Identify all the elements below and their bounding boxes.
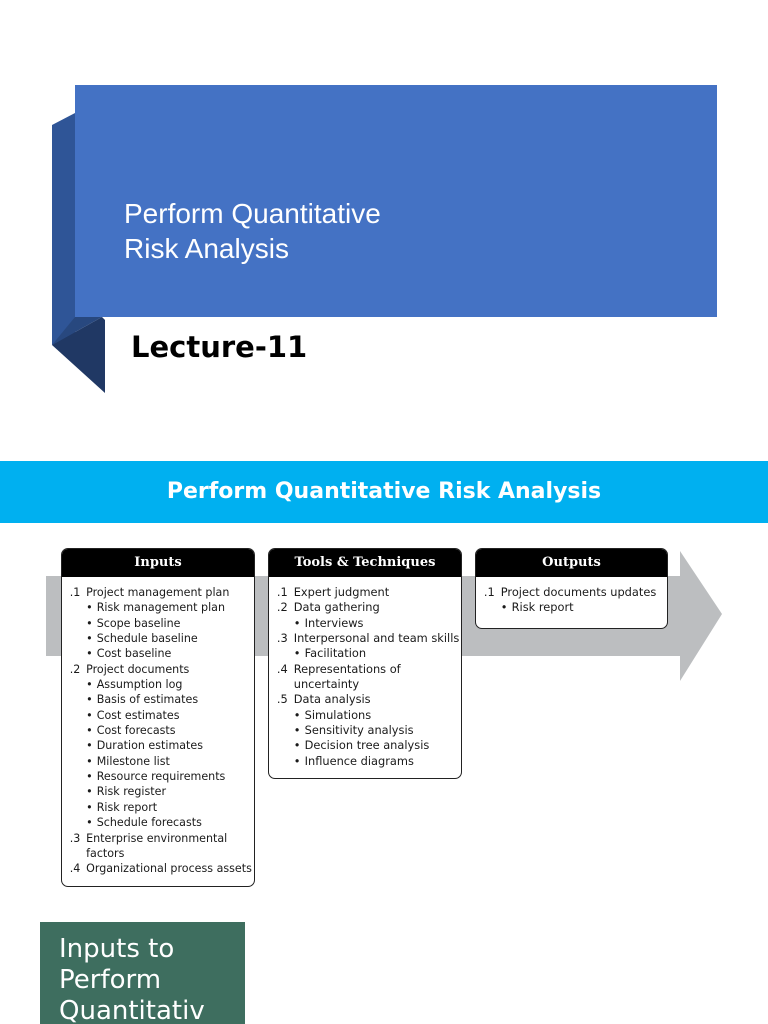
item-text: Project documents: [86, 661, 190, 676]
list-item: [276, 631, 460, 646]
sub-item: • Decision tree analysis: [277, 738, 453, 753]
item-text: Enterprise environmental: [86, 830, 228, 845]
sub-item: • Cost estimates: [70, 708, 242, 723]
item-text: Project management plan: [86, 585, 230, 599]
sub-item: • Resource requirements: [70, 769, 242, 784]
item-text: Data analysis: [293, 692, 371, 707]
item-number: .1: [69, 585, 81, 599]
tools-title: Tools & Techniques: [269, 549, 461, 577]
next-slide-title-box: [40, 922, 245, 1024]
item-text: Representations of: [293, 661, 401, 676]
item-number: .2: [276, 600, 288, 615]
item-text-continued: uncertainty: [293, 677, 360, 692]
sub-item: • Interviews: [277, 616, 453, 631]
title-slide: [0, 0, 768, 430]
item-text: Data gathering: [293, 600, 380, 615]
section-header: Perform Quantitative Risk Analysis: [0, 461, 768, 523]
list-item: [277, 662, 453, 677]
list-item: [484, 585, 659, 600]
sub-item: • Sensitivity analysis: [277, 723, 453, 738]
tools-box: [268, 548, 462, 779]
inputs-box: [61, 548, 255, 887]
sub-item: • Basis of estimates: [70, 692, 242, 707]
item-text: Project documents updates: [500, 585, 657, 599]
item-text: Organizational process assets: [86, 861, 252, 876]
item-number: .4: [276, 661, 288, 676]
item-number: .3: [276, 631, 288, 646]
sub-item: • Cost baseline: [70, 646, 242, 661]
sub-item: • Scope baseline: [70, 616, 242, 631]
process-diagram: [46, 548, 722, 893]
inputs-title: Inputs: [62, 549, 254, 577]
sub-item: • Schedule baseline: [70, 631, 242, 646]
list-item: [70, 662, 242, 677]
item-text: Expert judgment: [293, 585, 390, 599]
inputs-list: [62, 577, 252, 881]
item-number: .4: [69, 861, 81, 876]
sub-item: • Cost forecasts: [70, 723, 242, 738]
list-item: [277, 600, 453, 615]
list-item: [70, 831, 242, 846]
sub-item: • Milestone list: [70, 754, 242, 769]
item-number: .3: [69, 830, 81, 845]
outputs-box: [475, 548, 668, 629]
sub-item: • Risk register: [70, 784, 242, 799]
sub-item: • Simulations: [277, 708, 453, 723]
slide-title: Perform Quantitative Risk Analysis: [124, 198, 381, 264]
slide-subtitle: Lecture-11: [131, 330, 308, 364]
sub-item: • Influence diagrams: [277, 754, 453, 769]
list-item: [69, 861, 252, 876]
next-slide-title: Inputs to Perform Quantitativ: [59, 934, 205, 1024]
list-item: [277, 692, 453, 707]
sub-item: • Assumption log: [70, 677, 242, 692]
outputs-title: Outputs: [476, 549, 667, 577]
sub-item: • Risk management plan: [70, 600, 242, 615]
item-number: .5: [276, 692, 288, 707]
item-text-continued: factors: [86, 845, 125, 860]
item-number: .2: [69, 661, 81, 676]
sub-item: • Duration estimates: [70, 738, 242, 753]
sub-item: • Schedule forecasts: [70, 815, 242, 830]
list-item: [70, 585, 242, 600]
sub-item: • Risk report: [484, 600, 659, 615]
sub-item: • Facilitation: [277, 646, 453, 661]
outputs-list: [476, 577, 665, 620]
item-text: Interpersonal and team skills: [293, 631, 460, 646]
item-number: .1: [483, 585, 495, 599]
item-number: .1: [276, 585, 288, 599]
sub-item: • Risk report: [70, 800, 242, 815]
tools-list: [269, 577, 459, 773]
list-item: [277, 585, 453, 600]
